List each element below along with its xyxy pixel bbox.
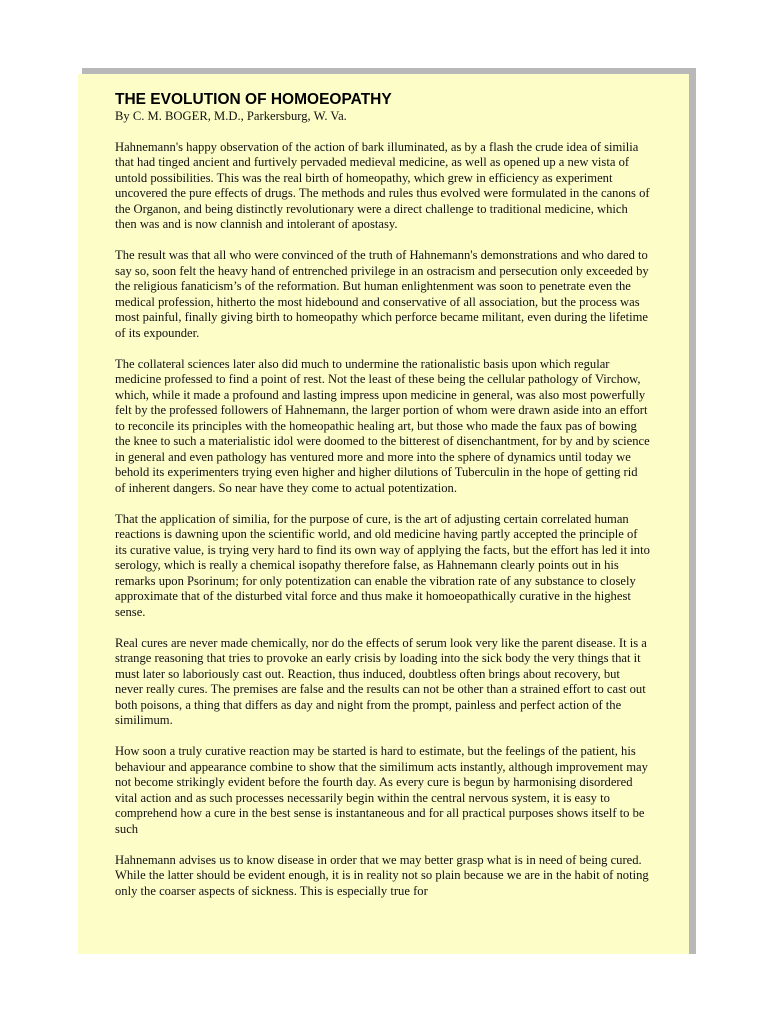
paragraph-1: Hahnemann's happy observation of the action of bark illuminated, as by a flash the crude idea of similia that had tinged ancient and furtively pervaded medieval medicine, as well as opened up a new vista of untold possibilities. This was the real birth of homeopathy, which grew in efficiency as experiment uncovered the pure effects of drugs. The methods and rules thus evolved were formulated in the canons of the Organon, and being distinctly revolutionary were a direct challenge to traditional medicine, which then was and is now clannish and intolerant of apostasy. — [115, 139, 650, 231]
paragraph-6: How soon a truly curative reaction may be started is hard to estimate, but the feelings of the patient, his behaviour and appearance combine to show that the similimum acts instantly, although improvement may not become strikingly evident before the fourth day. As every cure is begun by harmonising disordered vital action and as such processes necessarily begin within the central nervous system, it is easy to comprehend how a cure in the best sense is instantaneous and for all practical purposes shows itself to be such — [115, 744, 648, 836]
document-content — [115, 90, 650, 915]
document-byline: By C. M. BOGER, M.D., Parkersburg, W. Va. — [115, 109, 347, 123]
document-title: THE EVOLUTION OF HOMOEOPATHY — [115, 91, 392, 108]
paragraph-5: Real cures are never made chemically, nor do the effects of serum look very like the parent disease. It is a strange reasoning that tries to provoke an early crisis by loading into the sick body the very things that it must later so laboriously cast out. Reaction, thus induced, doubtless often brings about recovery, but never really cures. The premises are false and the results can not be other than a strained effort to cast out both poisons, a thing that differs as day and night from the prompt, painless and perfect action of the similimum. — [115, 635, 647, 727]
paragraph-3: The collateral sciences later also did much to undermine the rationalistic basis upon which regular medicine professed to find a point of rest. Not the least of these being the cellular pathology of Virchow, which, while it made a profound and lasting impress upon medicine in general, was also most powerfully felt by the professed followers of Hahnemann, the larger portion of whom were drawn aside into an effort to reconcile its principles with the homeopathic healing art, but those who made the faux pas of bowing the knee to such a materialistic idol were doomed to the bitterest of disenchantment, for by and by science in general and even pathology has ventured more and more into the sphere of dynamics until today we behold its experimenters trying even higher and higher dilutions of Tuberculin in the hope of getting rid of inherent dangers. So near have they come to actual potentization. — [115, 356, 650, 495]
paragraph-7: Hahnemann advises us to know disease in order that we may better grasp what is in need of being cured. While the latter should be evident enough, it is in reality not so plain because we are in the habit of noting only the coarser aspects of sickness. This is especially true for — [115, 852, 649, 898]
paragraph-2: The result was that all who were convinced of the truth of Hahnemann's demonstrations and who dared to say so, soon felt the heavy hand of entrenched privilege in an ostracism and persecution only exceeded by the religious fanaticism’s of the reformation. But human enlightenment was soon to penetrate even the medical profession, hitherto the most hidebound and conservative of all association, but the process was most painful, finally giving birth to homeopathy which perforce became militant, even during the lifetime of its expounder. — [115, 248, 649, 340]
paragraph-4: That the application of similia, for the purpose of cure, is the art of adjusting certain correlated human reactions is dawning upon the scientific world, and old medicine having partly accepted the principle of its curative value, is trying very hard to find its own way of applying the facts, but the effort has led it into serology, which is really a chemical isopathy therefore false, as Hahnemann clearly points out in his remarks upon Psorinum; for only potentization can enable the vibration rate of any substance to closely approximate that of the disturbed vital force and thus make it homoeopathically curative in the highest sense. — [115, 511, 650, 619]
document-page[interactable] — [78, 74, 689, 954]
